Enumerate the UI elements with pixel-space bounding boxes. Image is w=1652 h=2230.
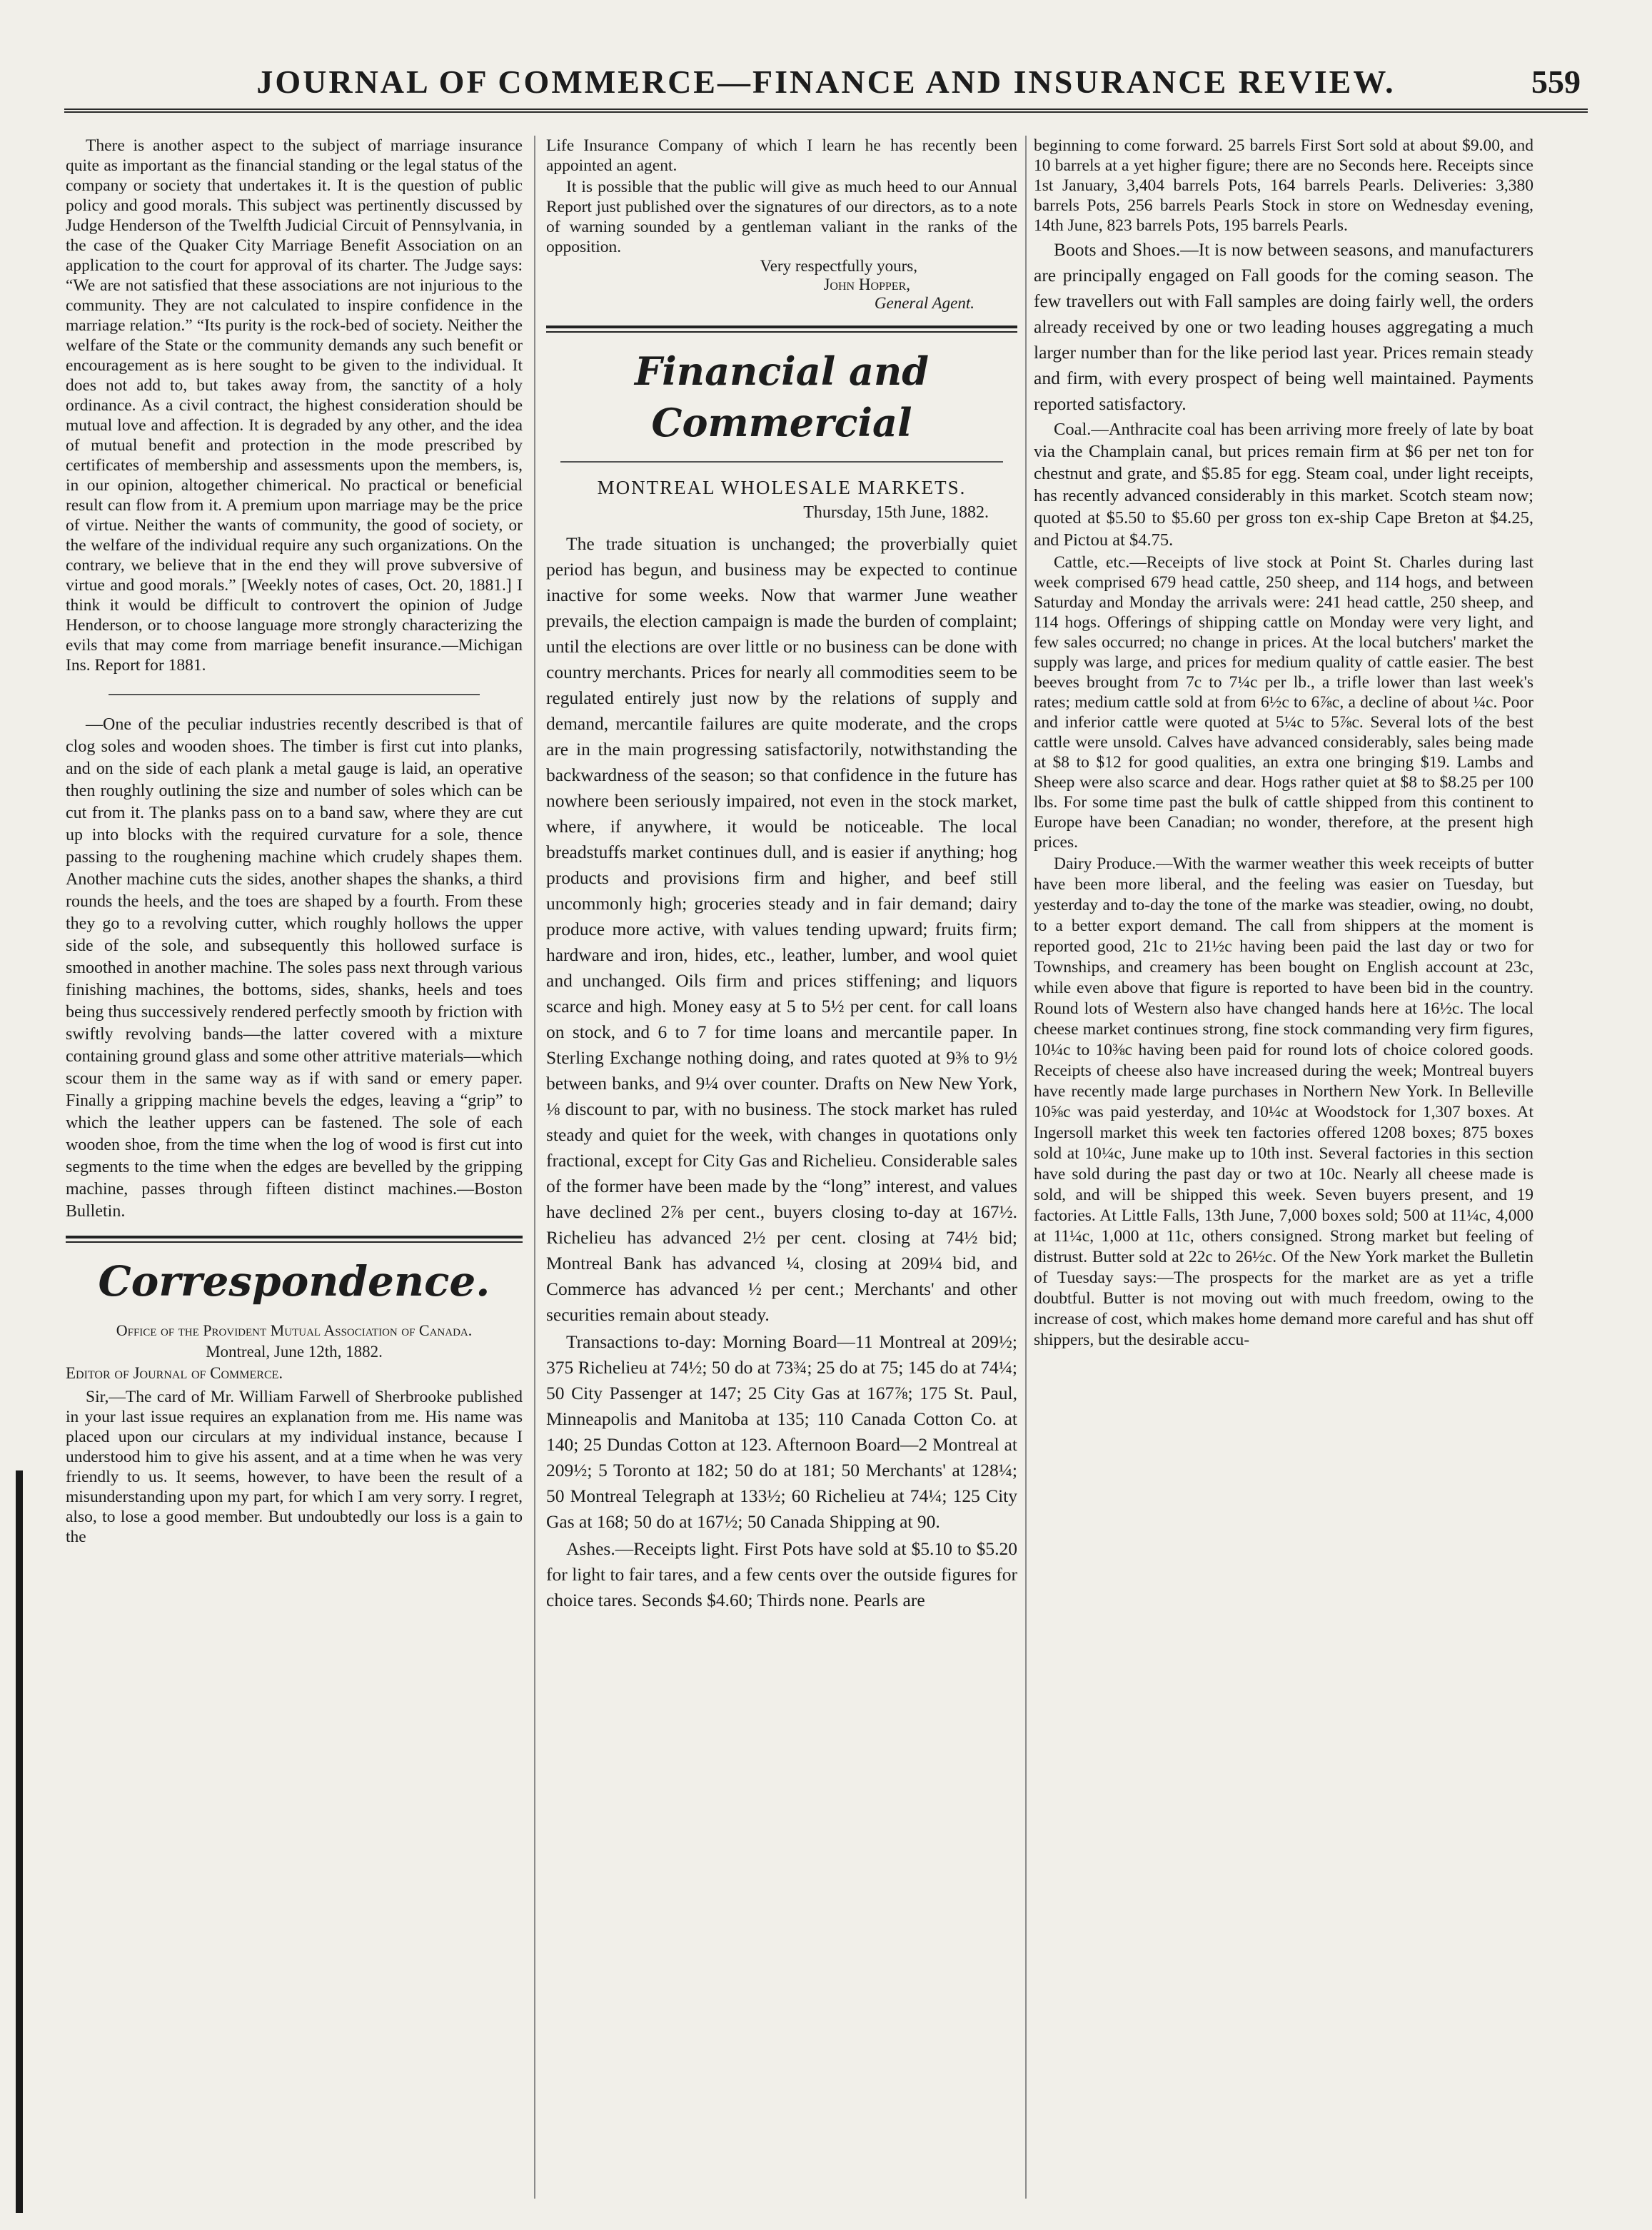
signature-name: John Hopper,	[823, 276, 910, 293]
column-divider	[534, 136, 535, 2199]
column-3	[1034, 136, 1533, 1351]
transactions-paragraph: Transactions to-day: Morning Board—11 Montreal at 209½; 375 Richelieu at 74½; 50 do at 73¾; 25 do at 75; 145 do at 74¼; 50 City Passenger at 147; 25 City Gas at 167⅞; 175 St. Paul, Minneapolis and Manitoba at 135; 110 Canada Cotton Co. at 140; 25 Dundas Cotton at 123. Afternoon Board—2 Montreal at 209½; 5 Toronto at 182; 50 do at 181; 50 Merchants' at 128¼; 50 Montreal Telegraph at 133½; 60 Richelieu at 74¼; 125 City Gas at 168; 50 do at 167½; 50 Canada Shipping at 90.	[546, 1331, 1017, 1532]
journal-title: JOURNAL OF COMMERCE—FINANCE AND INSURANCE REVIEW.	[256, 64, 1396, 100]
column-2	[546, 136, 1017, 1613]
coal-paragraph: Coal.—Anthracite coal has been arriving more freely of late by boat via the Champlain canal, but prices remain firm at $6 per net ton for chestnut and grate, and $5.85 for egg. Steam coal, under light receipts, has recently advanced considerably in this market. Scotch steam now; quoted at $5.50 to $5.60 per gross ton ex-ship Cape Breton at $4.25, and Pictou at $4.75.	[1034, 420, 1533, 550]
cattle-paragraph: Cattle, etc.—Receipts of live stock at Point St. Charles during last week comprised 679 head cattle, 250 sheep, and 114 hogs, and between Saturday and Monday the arrivals were: 241 head cattle, 250 sheep, and 114 hogs. Offerings of shipping cattle on Monday were very light, and few sales occurred; no change in prices. At the local butchers' market the supply was large, and prices for medium quality of cattle easier. The best beeves brought from 7c to 7¼c per lb., a trifle lower than last week's rates; medium cattle sold at from 6½c to 6⅞c, a decline of about ¼c. Poor and inferior cattle were quoted at 5¼c to 5⅞c. Several lots of the best cattle were unsold. Calves have advanced considerably, sales being made at $8 to $12 for good qualities, an extra one bringing $19. Lambs and Sheep were also scarce and dear. Hogs rather quiet at $8 to $8.25 per 100 lbs. For some time past the bulk of cattle shipped from this continent to Europe have been Canadian; no wonder, therefore, at the present high prices.	[1034, 553, 1533, 852]
letter-continued-2: It is possible that the public will give as much heed to our Annual Report just published over the signatures of our directors, as to a note of warning sounded by a gentleman valiant in the ranks of the opposition.	[546, 178, 1017, 256]
letter-place-date: Montreal, June 12th, 1882.	[206, 1343, 383, 1361]
correspondence-heading: Correspondence.	[98, 1257, 490, 1306]
letter-signature	[546, 257, 1017, 313]
marriage-insurance-article: There is another aspect to the subject of marriage insurance quite as important as the financial standing or the legal status of the company or society that undertakes it. It is the question of public policy and good morals. This subject was pertinently discussed by Judge Henderson of the Twelfth Judicial Circuit of Pennsylvania, in the case of the Quaker City Marriage Benefit Association on an application to the court for approval of its charter. The Judge says: “We are not satisfied that these associations are not injurious to the community. They are not calculated to inspire confidence in the marriage relation.” “Its purity is the rock-bed of society. Neither the welfare of the State or the community demands any such benefit or encouragement as is here sought to be given to the individual. It does not add to, but takes away from, the sanctity of a holy ordinance. As a civil contract, the highest consideration should be mutual love and affection. It is degraded by any other, and the idea of mutual benefit and protection in the mode prescribed by certificates of membership and assessments upon the members, is, in our opinion, altogether chimerical. No practical or beneficial result can flow from it. A premium upon marriage may be the price of virtue. Neither the wants of community, the good of society, or the welfare of the individual require any such organizations. On the contrary, we believe that in the end they will prove subversive of virtue and good morals.” [Weekly notes of cases, Oct. 20, 1881.] I think it would be difficult to controvert the opinion of Judge Henderson, or to choose language more strongly characterizing the evils that may come from marriage benefit insurance.—Michigan Ins. Report for 1881.	[66, 136, 523, 675]
boots-shoes-paragraph: Boots and Shoes.—It is now between seasons, and manufacturers are principally engaged on Fall goods for the coming season. The few travellers out with Fall samples are doing fairly well, the orders already received by one or two leading houses aggregating a much larger number than for the like period last year. Prices remain steady and firm, with every prospect of being well maintained. Payments reported satisfactory.	[1034, 239, 1533, 414]
binding-shadow	[16, 1470, 23, 2213]
markets-heading: MONTREAL WHOLESALE MARKETS.	[597, 477, 967, 498]
trade-situation-paragraph: The trade situation is unchanged; the proverbially quiet period has begun, and business may be expected to continue inactive for some weeks. Now that warmer June weather prevails, the election campaign is made the burden of complaint; until the elections are over little or no business can be done with country merchants. Prices for nearly all commodities seem to be regulated entirely just now by the relations of supply and demand, mercantile failures are quite moderate, and the crops are in the main progressing satisfactorily, notwithstanding the backwardness of the season; so that confidence in the future has nowhere been seriously impaired, not even in the stock market, where, if anywhere, it would be noticeable. The local breadstuffs market continues dull, and is easier if anything; hog products and provisions firm and higher, and beef still uncommonly high; groceries steady and in fair demand; dairy produce more active, with values tending upward; fruits firm; hardware and iron, hides, etc., leather, lumber, and wool quiet and unchanged. Oils firm and prices stiffening; and liquors scarce and high. Money easy at 5 to 5½ per cent. for call loans on stock, and 6 to 7 for time loans and mercantile paper. In Sterling Exchange nothing doing, and rates quoted at 9⅜ to 9½ between banks, and 9¼ over counter. Drafts on New New York, ⅛ discount to par, with no business. The stock market has ruled steady and quiet for the week, with changes in quotations only fractional, except for City Gas and Richelieu. Considerable sales of the former have been made by the “long” interest, and values have declined 2⅞ per cent., buyers closing to-day at 167½. Richelieu has advanced 2½ per cent. closing at 74½ bid; Montreal Bank has advanced ¼, closing at 209¼ bid, and Commerce has advanced ½ per cent.; Merchants' and other securities remain about steady.	[546, 533, 1017, 1325]
section-rule	[546, 326, 1017, 333]
wooden-shoes-article: —One of the peculiar industries recently described is that of clog soles and wooden shoes. The timber is first cut into planks, and on the side of each plank a metal gauge is laid, an operative then roughly outlining the size and number of soles which can be cut from it. The planks pass on to a band saw, where they are cut up into blocks with the required curvature for a sole, thence passing to the roughening machine which crudely shapes them. Another machine cuts the sides, another shapes the shanks, a third rounds the heels, and the toes are shaped by a fourth. From these they go to a revolving cutter, which roughly hollows the upper side of the sole, and subsequently this hollowed surface is smoothed in another machine. The soles pass next through various finishing machines, the bottoms, sides, shanks, heels and toes being thus successively rendered perfectly smooth by friction with swiftly revolving bands—the latter covered with a mixture containing ground glass and some other attritive materials—which scour them in the same way as if with sand or emery paper. Finally a gripping machine bevels the edges, leaving a “grip” to which the leather uppers can be fastened. The sole of each wooden shoe, from the time when the log of wood is first cut into segments to the time when the edges are bevelled by the gripping machine, passes through fifteen distinct machines.—Boston Bulletin.	[66, 715, 523, 1221]
letter-addressee: Editor of Journal of Commerce.	[66, 1364, 283, 1382]
ashes-continued: beginning to come forward. 25 barrels First Sort sold at about $9.00, and 10 barrels at a yet higher figure; there are no Seconds here. Receipts since 1st January, 3,404 barrels Pots, 164 barrels Pearls. Deliveries: 3,380 barrels Pots, 256 barrels Pearls Stock in store on Wednesday evening, 14th June, 823 barrels Pots, 195 barrels Pearls.	[1034, 136, 1533, 235]
column-1	[66, 136, 523, 1547]
dairy-produce-paragraph: Dairy Produce.—With the warmer weather this week receipts of butter have been more liberal, and the feeling was easier on Tuesday, but yesterday and to-day the tone of the marke was steadier, owing, no doubt, to a better export demand. The call from shippers at the moment is reported good, 21c to 21½c having been paid the last day or two for Townships, and creamery has been bought on English account at 23c, while even above that figure is reported to have been bid in the country. Round lots of Western also have changed hands here at 16½c. The local cheese market continues strong, fine stock commanding very firm figures, 10¼c to 10⅜c having been paid for round lots of choice colored goods. Receipts of cheese also have increased during the week; Montreal buyers have recently made large purchases in Northern New York. In Belleville 10⅝c was paid yesterday, and 10¼c at Woodstock for 1,307 boxes. At Ingersoll market this week ten factories offered 1208 boxes; 875 boxes sold at 10¼c, June make up to 10th inst. Several factories in this section have sold during the past day or two at 10c. Nearly all cheese made is sold, and will be shipped this week. Seven buyers present, and 19 factories. At Little Falls, 13th June, 7,000 boxes sold; 500 at 11¼c, 4,000 at 11¼c, 1,000 at 11c, others consigned. Strong market but feeling of distrust. Butter sold at 22c to 26½c. Of the New York market the Bulletin of Tuesday says:—The prospects for the market are as yet a trifle doubtful. Butter is not moving out with much freedom, owing to the increase of cost, which makes home demand more careful and has shut off shippers, but the desirable accu-	[1034, 854, 1533, 1349]
office-line: Office of the Provident Mutual Association of Canada.	[116, 1321, 473, 1339]
divider	[560, 461, 1003, 463]
markets-date: Thursday, 15th June, 1882.	[803, 503, 989, 522]
section-rule	[66, 1236, 523, 1243]
signature-closing: Very respectfully yours,	[760, 257, 917, 275]
page-header	[64, 63, 1588, 113]
page-number: 559	[1531, 64, 1581, 100]
letter-continued: Life Insurance Company of which I learn he has recently been appointed an agent.	[546, 136, 1017, 175]
ashes-paragraph: Ashes.—Receipts light. First Pots have sold at $5.10 to $5.20 for light to fair tares, and a few cents over the outside figures for choice tares. Seconds $4.60; Thirds none. Pearls are	[546, 1538, 1017, 1610]
financial-commercial-heading: Financial and Commercial	[634, 348, 930, 445]
signature-title: General Agent.	[874, 294, 974, 312]
divider	[109, 694, 480, 695]
column-divider	[1025, 136, 1027, 2199]
letter-body: Sir,—The card of Mr. William Farwell of Sherbrooke published in your last issue requires an explanation from me. His name was placed upon our circulars at my individual instance, because I understood him to give his assent, and at a time when he was very friendly to us. It seems, however, to have been the result of a misunderstanding upon my part, for which I am very sorry. I regret, also, to lose a good member. But undoubtedly our loss is a gain to the	[66, 1388, 523, 1546]
